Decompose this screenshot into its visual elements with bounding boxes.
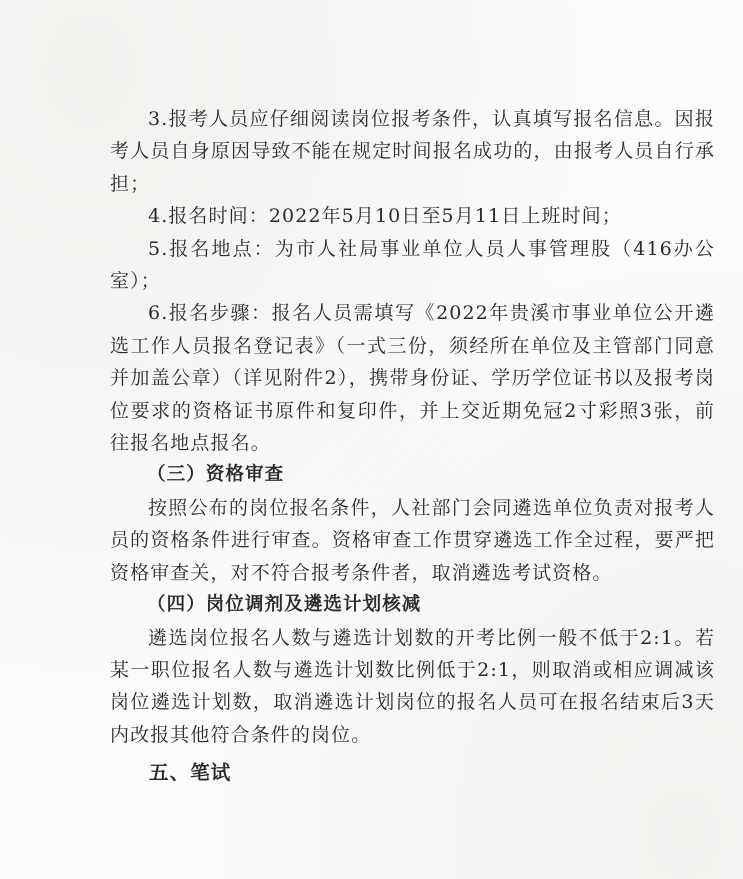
- qualification-review-text: 按照公布的岗位报名条件，人社部门会同遴选单位负责对报考人员的资格条件进行审查。资格审查工作贯穿遴选工作全过程，要严把资格审查关，对不符合报考条件者，取消遴选考试资格。: [110, 496, 715, 584]
- item-4-registration-time: 4.报名时间：2022年5月10日至5月11日上班时间；: [148, 205, 622, 228]
- document-body: [110, 103, 715, 790]
- section-heading-qualification-review: （三）资格审查: [147, 464, 285, 486]
- section-heading-position-adjustment: （四）岗位调剂及遴选计划核减: [147, 594, 422, 616]
- position-adjustment-text: 遴选岗位报名人数与遴选计划数的开考比例一般不低于2:1。若某一职位报名人数与遴选计划数比例低于2:1，则取消或相应调减该岗位遴选计划数，取消遴选计划岗位的报名人员可在报名结束后3天内改报其他符合条件的岗位。: [110, 626, 715, 746]
- section-heading-written-exam: 五、笔试: [149, 761, 232, 785]
- item-6-registration-steps: 6.报名步骤：报名人员需填写《2022年贵溪市事业单位公开遴选工作人员报名登记表》（一式三份，须经所在单位及主管部门同意并加盖公章）（详见附件2），携带身份证、学历学位证书以及报考岗位要求的资格证书原件和复印件，并上交近期免冠2寸彩照3张，前往报名地点报名。: [110, 302, 715, 455]
- item-5-registration-location: 5.报名地点：为市人社局事业单位人员人事管理股（416办公室）；: [110, 237, 715, 293]
- item-3-registration-info: 3.报考人员应仔细阅读岗位报考条件，认真填写报名信息。因报考人员自身原因导致不能在规定时间报名成功的，由报考人员自行承担；: [110, 108, 715, 195]
